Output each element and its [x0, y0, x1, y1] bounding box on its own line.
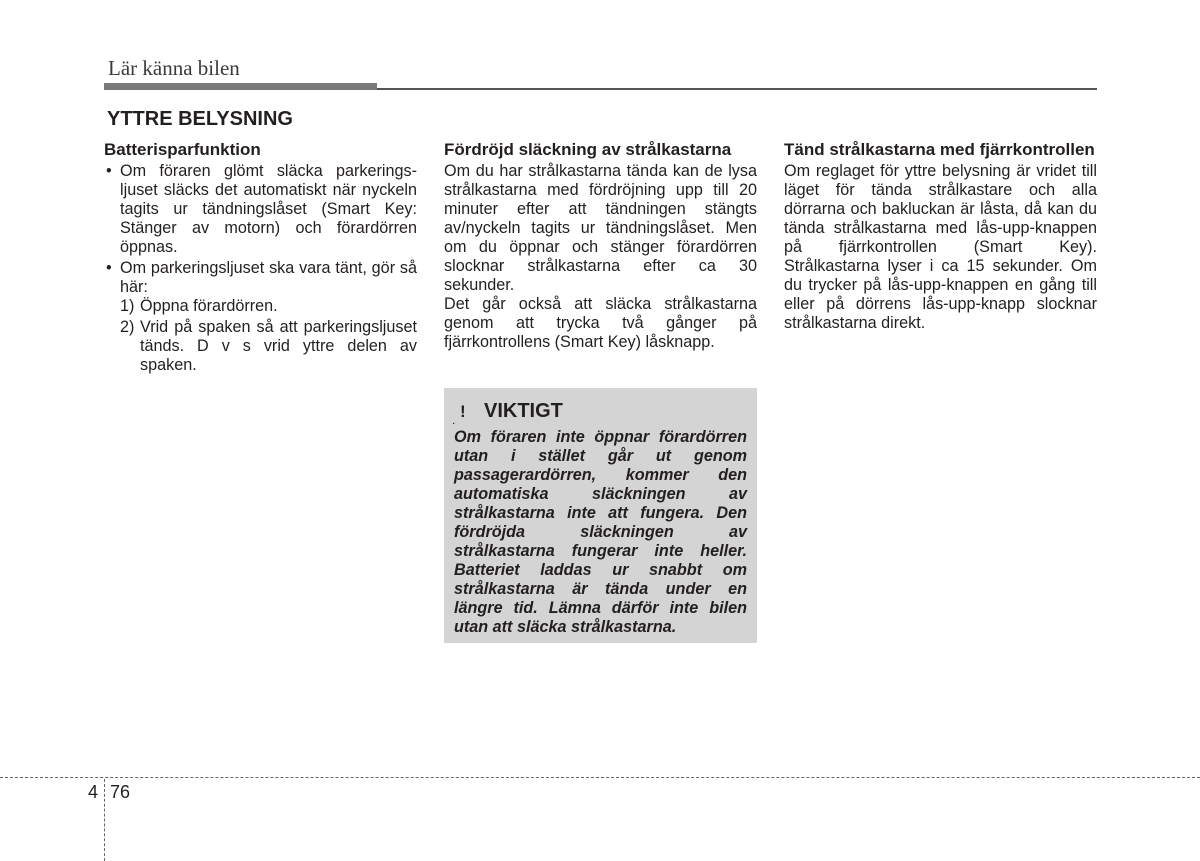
footer-divider [0, 777, 1200, 778]
warning-exclamation-icon: . ! [452, 401, 466, 427]
warning-text: Om föraren inte öppnar förardörren utan i stället går ut genom passagerardörren, kommer den automatiska släckningen av strålkastarna inte att fungera. Den fördröjda släckningen av strålkastarna fungerar inte heller. Batteriet laddas ur snabbt om strålkastarna är tända under en längre tid. Lämna därför inte bilen utan att släcka strålkastarna. [454, 428, 747, 636]
step-item [104, 297, 417, 316]
page-chapter-number: 4 [88, 782, 99, 802]
warning-title: VIKTIGT [484, 400, 563, 422]
warning-header [452, 400, 563, 427]
bullet-text: Om parkeringsljuset ska vara tänt, gör så här: [120, 259, 417, 296]
battery-saver-heading: Batterisparfunktion [104, 140, 261, 159]
paragraph: Om reglaget för yttre belysning är vridet till läget för tända strålkastare och alla dörrarna och bakluckan är låsta, då kan du tända strålkastarna med lås-upp-knappen på fjärrkontrollen (Smart Key). Strålkastarna lyser i ca 15 sekunder. Om du trycker på lås-upp-knappen en gång till eller på dörrens lås-upp-knapp slocknar strålkastarna direkt. [784, 162, 1097, 332]
bullet-text: Om föraren glömt släcka parkerings-ljuset släcks det automatiskt när nyckeln tagits ur tändningslåset (Smart Key: Stänger av motorn) och förardörren öppnas. [120, 162, 417, 256]
warning-box [444, 388, 757, 643]
header-rule-thin [377, 88, 1097, 90]
paragraph: Om du har strålkastarna tända kan de lysa strålkastarna med fördröjning upp till 20 minuter efter att tändningen stängts av/nyckeln tagits ur tändningslåset. Men om du öppnar och stänger förardörren slocknar strålkastarna efter ca 30 sekunder. [444, 162, 757, 294]
header-rule-thick [104, 83, 377, 90]
bullet-icon: • [106, 162, 112, 180]
bullet-item [104, 259, 417, 297]
column-battery-saver [104, 140, 417, 375]
column-remote-lights [784, 140, 1097, 333]
step-text: Öppna förardörren. [140, 297, 278, 315]
section-title: YTTRE BELYSNING [107, 108, 293, 130]
step-number: 2) [120, 318, 135, 336]
paragraph: Det går också att släcka strålkastarna genom att trycka två gånger på fjärrkontrollens (Smart Key) låsknapp. [444, 295, 757, 351]
step-item [104, 318, 417, 375]
remote-lights-heading: Tänd strålkastarna med fjärrkontrollen [784, 140, 1095, 159]
bullet-icon: • [106, 259, 112, 277]
step-text: Vrid på spaken så att parkeringsljuset tänds. D v s vrid yttre delen av spaken. [140, 318, 417, 374]
page-number: 76 [110, 782, 131, 802]
footer-vertical-divider [104, 779, 105, 861]
step-number: 1) [120, 297, 135, 315]
delayed-off-heading: Fördröjd släckning av strålkastarna [444, 140, 732, 159]
bullet-item [104, 162, 417, 257]
chapter-title: Lär känna bilen [108, 56, 240, 80]
column-delayed-off [444, 140, 757, 352]
